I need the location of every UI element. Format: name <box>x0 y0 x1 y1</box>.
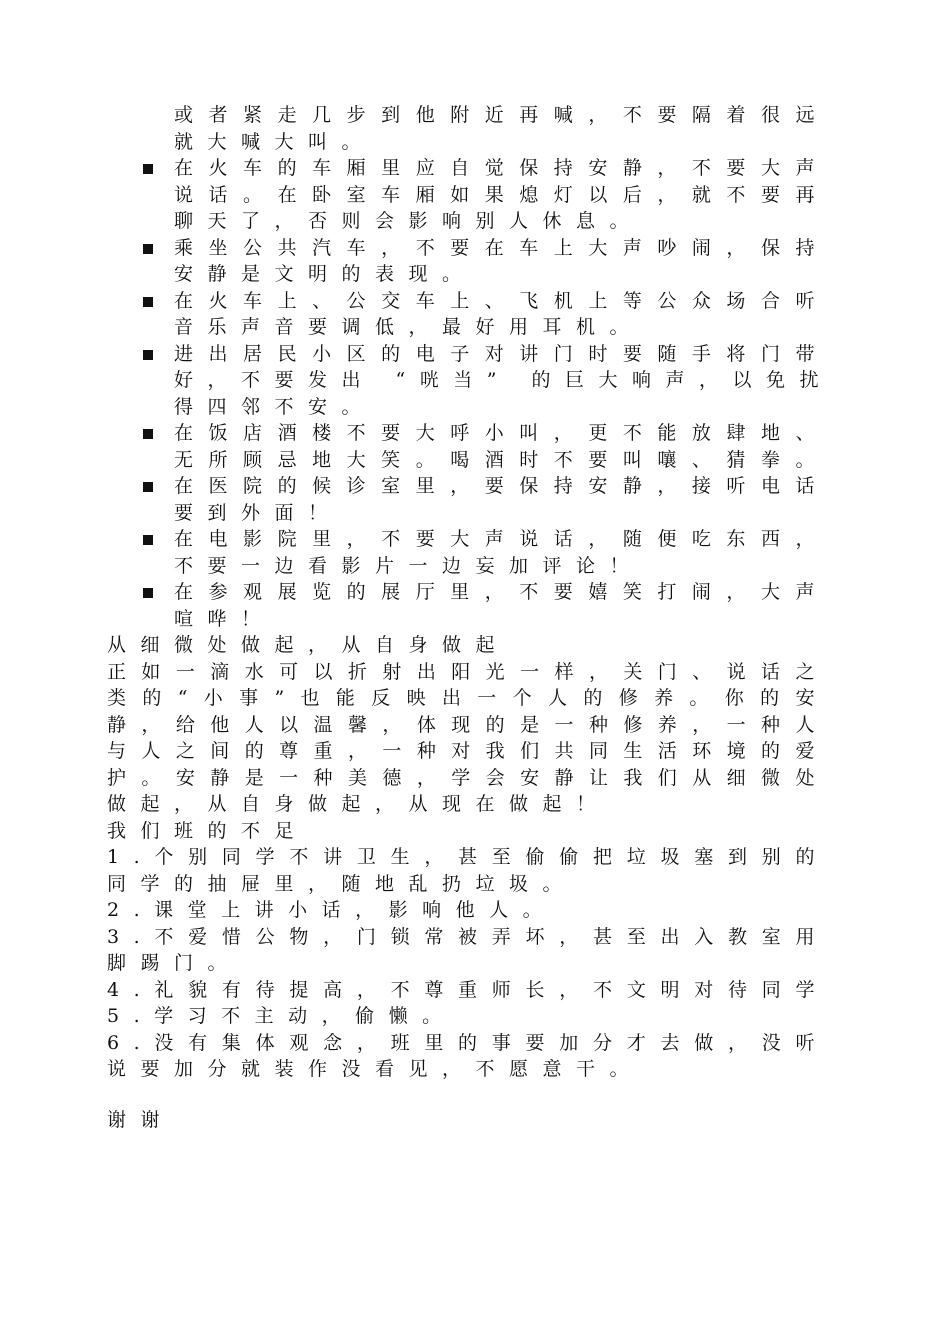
numbered-item <box>107 844 829 897</box>
numbered-item <box>107 924 829 977</box>
text-line: 护。安静是一种美德，学会安静让我们从细微处 <box>107 766 829 789</box>
text-line: 在火车上、公交车上、飞机上等公众场合听 <box>174 289 829 312</box>
document-page <box>107 102 834 1133</box>
text-line: 进出居民小区的电子对讲门时要随手将门带 <box>174 342 829 365</box>
text-line: 在医院的候诊室里，要保持安静，接听电话 <box>174 475 829 497</box>
text-line: 5.学习不主动，偷懒。 <box>107 1005 456 1027</box>
spacer <box>107 1083 829 1107</box>
square-bullet-icon <box>143 535 153 545</box>
text-line: 不要一边看影片一边妄加评论！ <box>174 554 644 577</box>
text-line: 脚踢门。 <box>107 952 242 974</box>
numbered-item <box>107 897 829 924</box>
etiquette-bullet-list <box>107 155 834 632</box>
text-line: 在电影院里，不要大声说话，随便吃东西， <box>174 528 829 550</box>
text-line: 做起，从自身做起，从现在做起！ <box>107 793 610 815</box>
square-bullet-icon <box>143 297 153 307</box>
text-line: 乘坐公共汽车，不要在车上大声吵闹，保持 <box>174 236 829 259</box>
text-line: 6.没有集体观念，班里的事要加分才去做，没听 <box>107 1031 829 1054</box>
numbered-item <box>107 1030 829 1083</box>
bullet-item <box>107 579 829 632</box>
text-line: 在参观展览的展厅里，不要嬉笑打闹，大声 <box>174 581 829 603</box>
text-line: 4.礼貌有待提高，不尊重师长，不文明对待同学 <box>107 978 829 1001</box>
intro-continuation <box>107 102 829 155</box>
numbered-item <box>107 1003 829 1030</box>
square-bullet-icon <box>143 350 153 360</box>
text-line: 3.不爱惜公物，门锁常被弄坏，甚至出入教室用 <box>107 925 829 948</box>
text-line: 或者紧走几步到他附近再喊，不要隔着很远 <box>174 104 829 126</box>
text-line: 2.课堂上讲小话，影响他人。 <box>107 899 557 921</box>
text-line: 正如一滴水可以折射出阳光一样，关门、说话之 <box>107 660 829 683</box>
text-line: 说要加分就装作没看见，不愿意干。 <box>107 1058 644 1080</box>
bullet-item <box>107 288 829 341</box>
square-bullet-icon <box>143 164 153 174</box>
square-bullet-icon <box>143 588 153 598</box>
text-line: 无所顾忌地大笑。喝酒时不要叫嚷、猜拳。 <box>174 448 829 471</box>
bullet-item <box>107 235 829 288</box>
section-heading: 我们班的不足 <box>107 819 309 842</box>
text-line: 聊天了，否则会影响别人休息。 <box>174 210 644 232</box>
text-line: 喧哗！ <box>174 607 275 630</box>
text-line: 就大喊大叫。 <box>174 130 376 153</box>
numbered-item <box>107 977 829 1004</box>
text-line: 与人之间的尊重，一种对我们共同生活环境的爱 <box>107 740 829 762</box>
section-heading: 从细微处做起，从自身做起 <box>107 634 510 656</box>
square-bullet-icon <box>143 429 153 439</box>
bullet-item <box>107 526 829 579</box>
text-line: 在饭店酒楼不要大呼小叫，更不能放肆地、 <box>174 422 829 444</box>
text-line: 要到外面！ <box>174 501 342 524</box>
text-line: 说话。在卧室车厢如果熄灯以后，就不要再 <box>174 183 829 206</box>
square-bullet-icon <box>143 244 153 254</box>
closing-thanks: 谢谢 <box>107 1108 175 1131</box>
text-line: 同学的抽屉里，随地乱扔垃圾。 <box>107 872 577 895</box>
section-small-things <box>107 632 829 818</box>
text-line: 1.个别同学不讲卫生，甚至偷偷把垃圾塞到别的 <box>107 846 829 868</box>
text-line: 好，不要发出 “咣当” 的巨大响声，以免扰 <box>174 369 834 391</box>
text-line: 安静是文明的表现。 <box>174 263 476 285</box>
square-bullet-icon <box>143 482 153 492</box>
text-line: 音乐声音要调低，最好用耳机。 <box>174 316 644 338</box>
bullet-item <box>107 473 829 526</box>
text-line: 类的“小事”也能反映出一个人的修养。你的安 <box>107 687 829 709</box>
text-line: 静，给他人以温馨，体现的是一种修养，一种人 <box>107 713 829 736</box>
section-class-shortcomings <box>107 818 829 1083</box>
text-line: 得四邻不安。 <box>174 395 376 418</box>
text-line: 在火车的车厢里应自觉保持安静，不要大声 <box>174 157 829 179</box>
bullet-item <box>107 155 829 235</box>
bullet-item <box>107 341 834 421</box>
bullet-item <box>107 420 829 473</box>
